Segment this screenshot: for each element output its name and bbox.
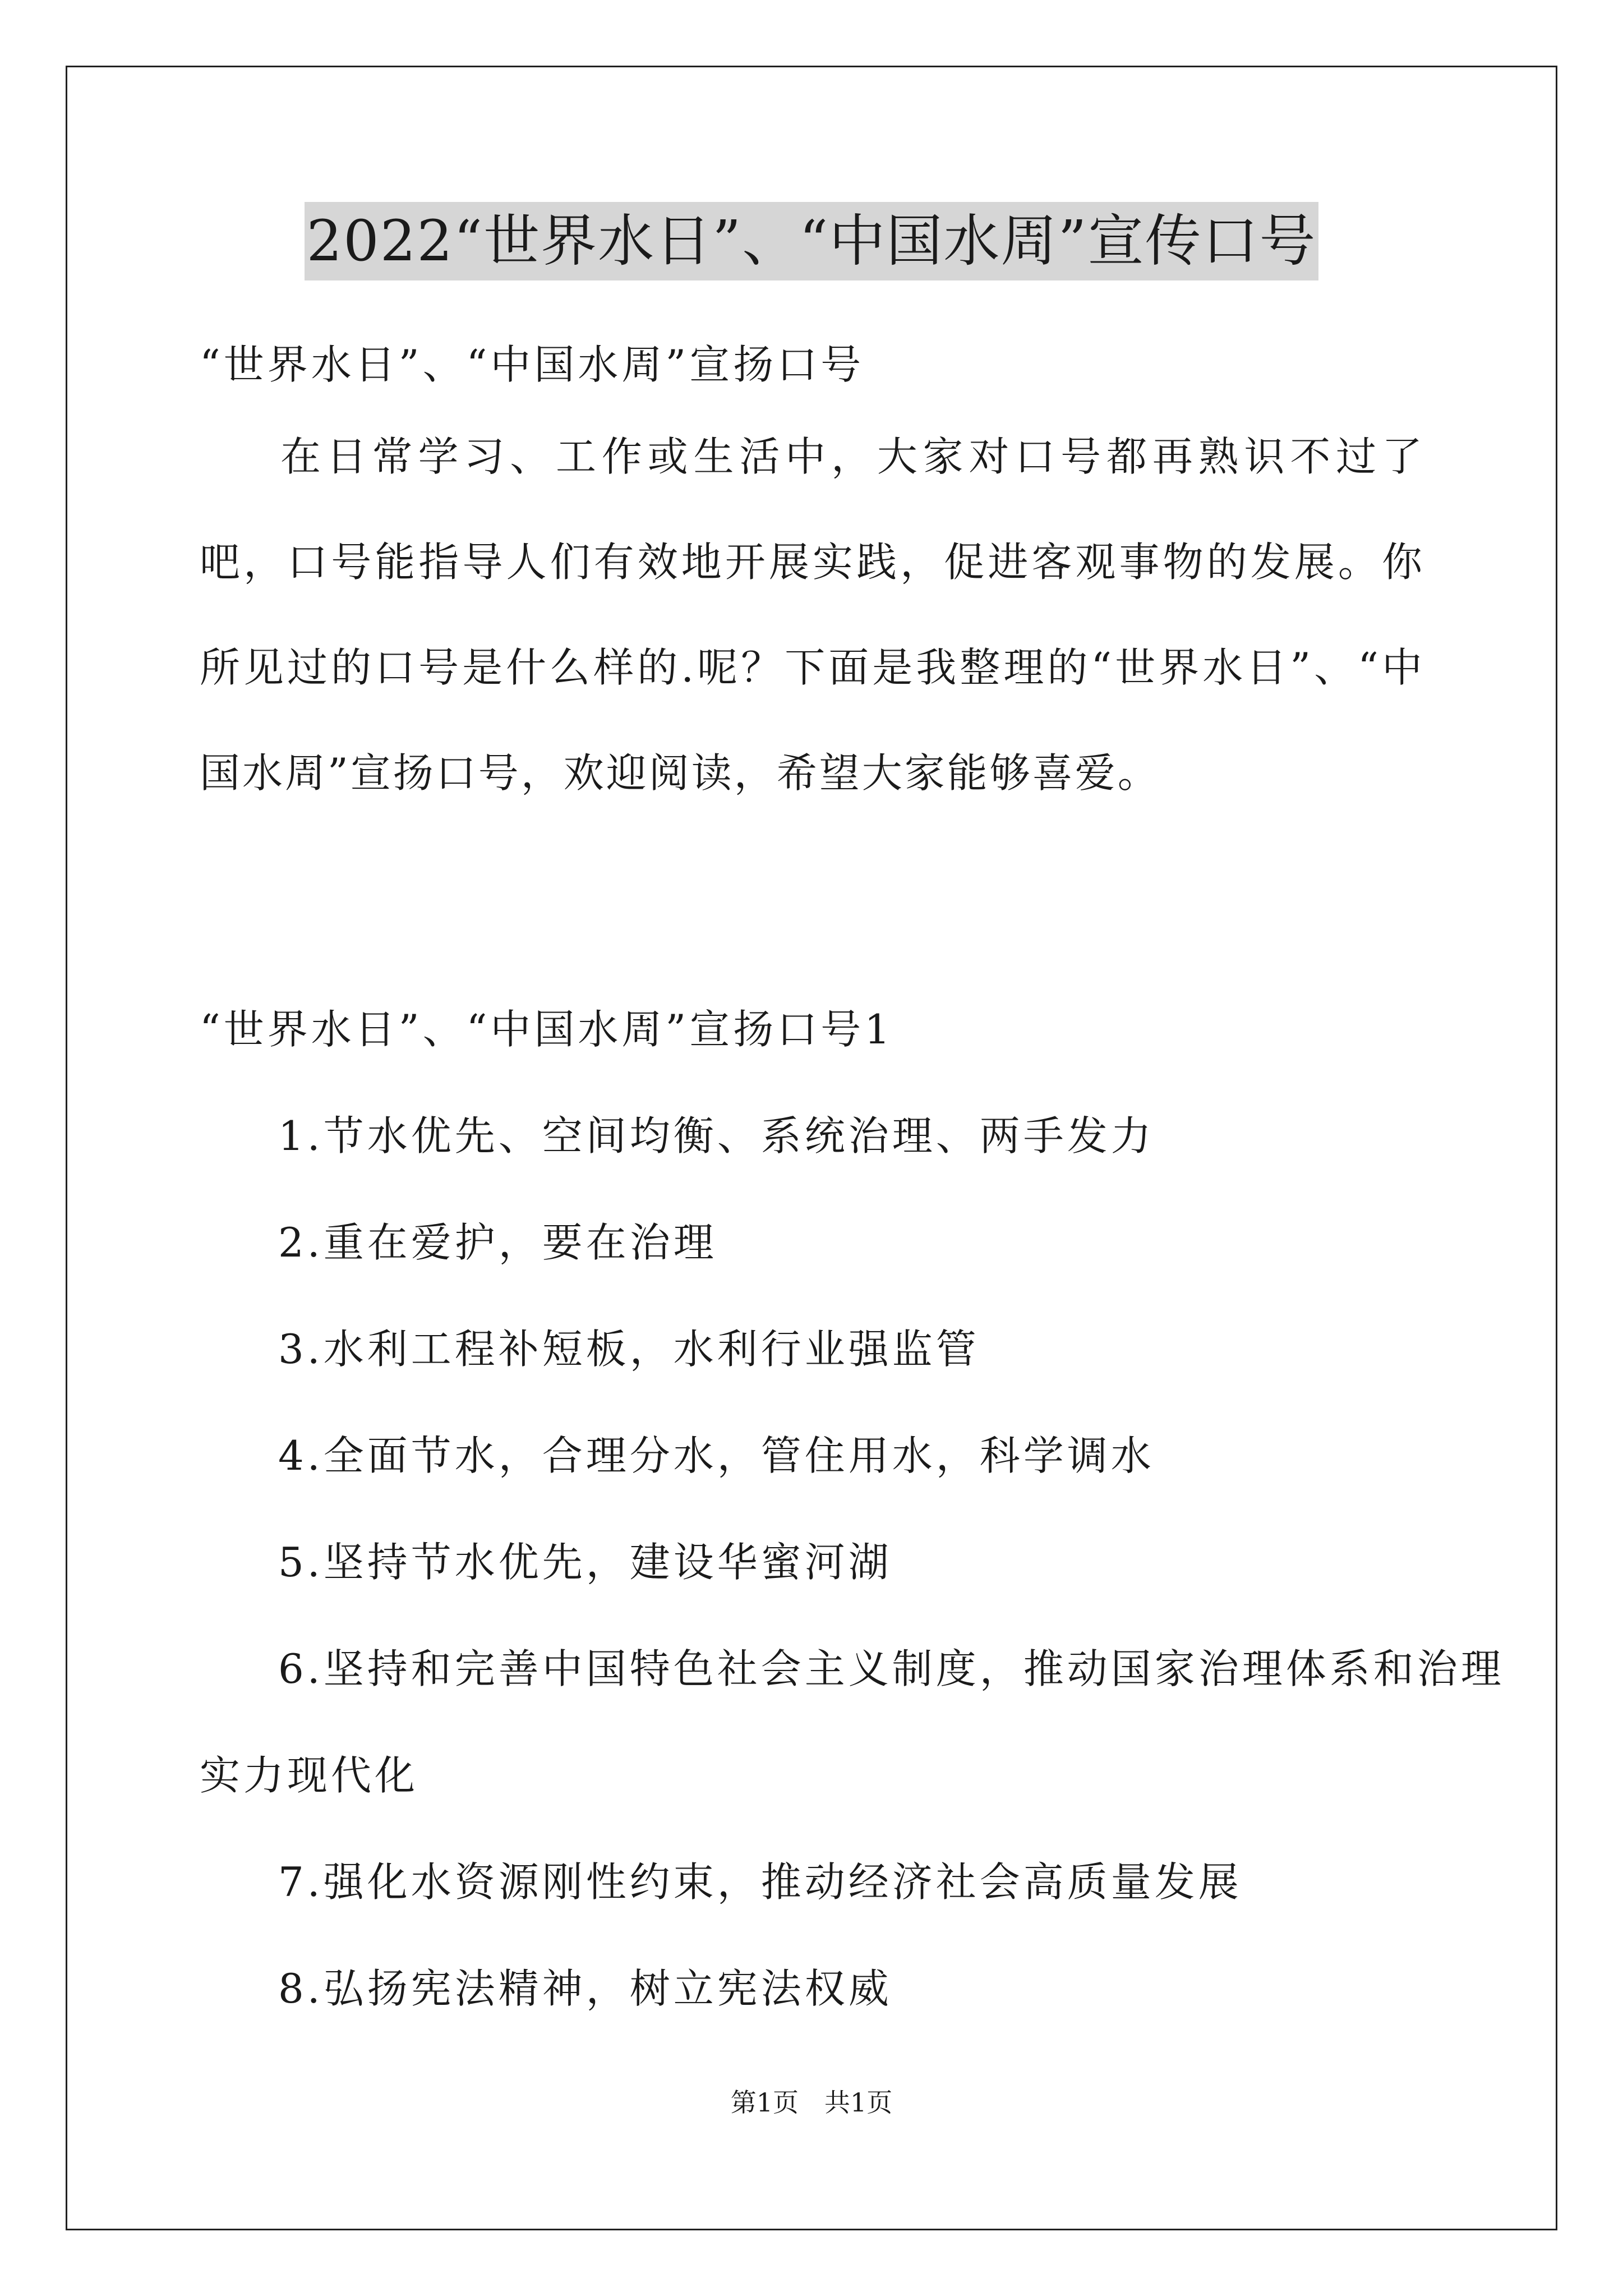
- list-item: 1.节水优先、空间均衡、系统治理、两手发力: [278, 1112, 1155, 1159]
- section-heading: “世界水日”、“中国水周”宣扬口号1: [200, 1006, 894, 1053]
- list-item: 4.全面节水，合理分水，管住用水，科学调水: [278, 1432, 1155, 1479]
- list-item: 2.重在爱护，要在治理: [278, 1219, 717, 1266]
- page-number: 第1页 共1页: [730, 2087, 893, 2118]
- list-item-continuation: 实力现代化: [200, 1752, 419, 1799]
- list-item: 8.弘扬宪法精神，树立宪法权威: [278, 1965, 892, 2012]
- list-item: 7.强化水资源刚性约束，推动经济社会高质量发展: [278, 1858, 1242, 1906]
- intro-paragraph: 在日常学习、工作或生活中，大家对口号都再熟识不过了吧，口号能指导人们有效地开展实践，促进客观事物的发展。你所见过的口号是什么样的.呢？下面是我整理的“世界水日”、“中国水周”宣扬口号，欢迎阅读，希望大家能够喜爱。: [200, 433, 1424, 797]
- title-container: [0, 202, 1623, 280]
- list-item: 6.坚持和完善中国特色社会主义制度，推动国家治理体系和治理: [278, 1645, 1505, 1692]
- subtitle: “世界水日”、“中国水周”宣扬口号: [200, 341, 865, 388]
- list-item: 3.水利工程补短板，水利行业强监管: [278, 1326, 980, 1373]
- list-item: 5.坚持节水优先，建设华蜜河湖: [278, 1539, 892, 1586]
- document-title: 2022“世界水日”、“中国水周”宣传口号: [305, 202, 1319, 280]
